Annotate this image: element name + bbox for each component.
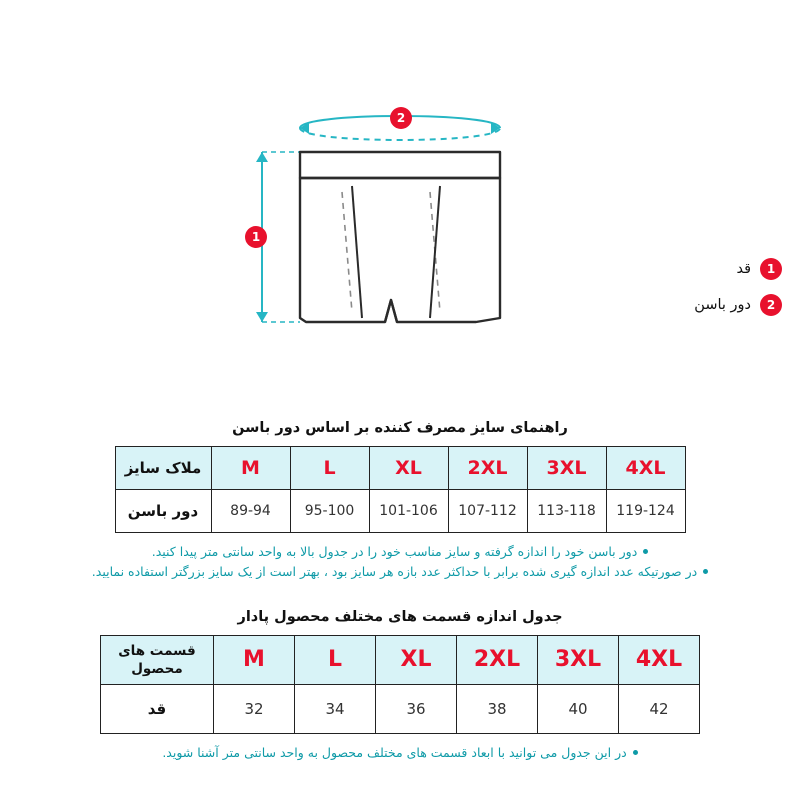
- hip-value-2xl: 107-112: [448, 490, 527, 533]
- hip-value-m: 89-94: [211, 490, 290, 533]
- parts-value-4xl: 42: [619, 684, 700, 733]
- product-parts-table: [100, 635, 700, 734]
- parts-value-2xl: 38: [457, 684, 538, 733]
- hip-value-xl: 101-106: [369, 490, 448, 533]
- parts-note-1-text: در این جدول می توانید با ابعاد قسمت های مختلف محصول به واحد سانتی متر آشنا شوید.: [162, 744, 627, 760]
- table-row-header: [101, 635, 700, 684]
- hip-note-1: [0, 542, 800, 561]
- hip-size-m: M: [211, 447, 290, 490]
- hip-note-1-text: دور باسن خود را اندازه گرفته و سایز مناسب خود را در جدول بالا به واحد سانتی متر پیدا کنید.: [151, 544, 638, 559]
- table-row: [115, 490, 685, 533]
- hip-size-title: راهنمای سایز مصرف کننده بر اساس دور باسن: [232, 420, 568, 436]
- product-parts-section: [0, 609, 800, 762]
- legend-label-hip: دور باسن: [694, 297, 751, 313]
- parts-size-3xl: 3XL: [538, 635, 619, 684]
- table-row-header: [115, 447, 685, 490]
- hip-size-section: [0, 420, 800, 582]
- parts-size-l: L: [295, 635, 376, 684]
- hip-size-4xl: 4XL: [606, 447, 685, 490]
- hip-size-table: [115, 446, 686, 533]
- hip-size-xl: XL: [369, 447, 448, 490]
- bullet-dot-icon: [703, 569, 708, 574]
- boxer-shorts-shape: [300, 152, 500, 322]
- parts-value-label: قد: [101, 684, 214, 733]
- panel-lines: [352, 186, 440, 318]
- parts-value-m: 32: [214, 684, 295, 733]
- hip-note-2: [0, 562, 800, 581]
- hip-size-3xl: 3XL: [527, 447, 606, 490]
- legend-item-length: [592, 258, 782, 280]
- bullet-dot-icon: [643, 549, 648, 554]
- parts-value-l: 34: [295, 684, 376, 733]
- hip-value-label: دور باسن: [115, 490, 211, 533]
- parts-note-1: [0, 743, 800, 762]
- hip-value-4xl: 119-124: [606, 490, 685, 533]
- parts-size-xl: XL: [376, 635, 457, 684]
- legend-badge-1: 1: [760, 258, 782, 280]
- hip-note-2-text: در صورتیکه عدد اندازه گیری شده برابر با حداکثر عدد بازه هر سایز بود ، بهتر است از یک سایز بزرگتر استفاده نمایید.: [91, 564, 698, 580]
- parts-size-2xl: 2XL: [457, 635, 538, 684]
- product-parts-title: جدول اندازه قسمت های مختلف محصول پادار: [237, 608, 563, 625]
- hip-value-l: 95-100: [290, 490, 369, 533]
- legend-item-hip: [592, 294, 782, 316]
- parts-notes: [0, 743, 800, 762]
- table-row: [101, 684, 700, 733]
- parts-header-label: قسمت های محصول: [101, 635, 214, 684]
- parts-size-m: M: [214, 635, 295, 684]
- bullet-dot-icon: [633, 750, 638, 755]
- hip-header-label: ملاک سایز: [115, 447, 211, 490]
- parts-value-xl: 36: [376, 684, 457, 733]
- hip-size-l: L: [290, 447, 369, 490]
- legend-label-length: قد: [736, 261, 751, 277]
- hip-size-2xl: 2XL: [448, 447, 527, 490]
- hip-notes: [0, 542, 800, 582]
- hip-value-3xl: 113-118: [527, 490, 606, 533]
- parts-value-3xl: 40: [538, 684, 619, 733]
- legend-badge-2: 2: [760, 294, 782, 316]
- callout-badge-2: 2: [390, 107, 412, 129]
- callout-badge-1: 1: [245, 226, 267, 248]
- diagram-legend: [592, 258, 782, 316]
- parts-size-4xl: 4XL: [619, 635, 700, 684]
